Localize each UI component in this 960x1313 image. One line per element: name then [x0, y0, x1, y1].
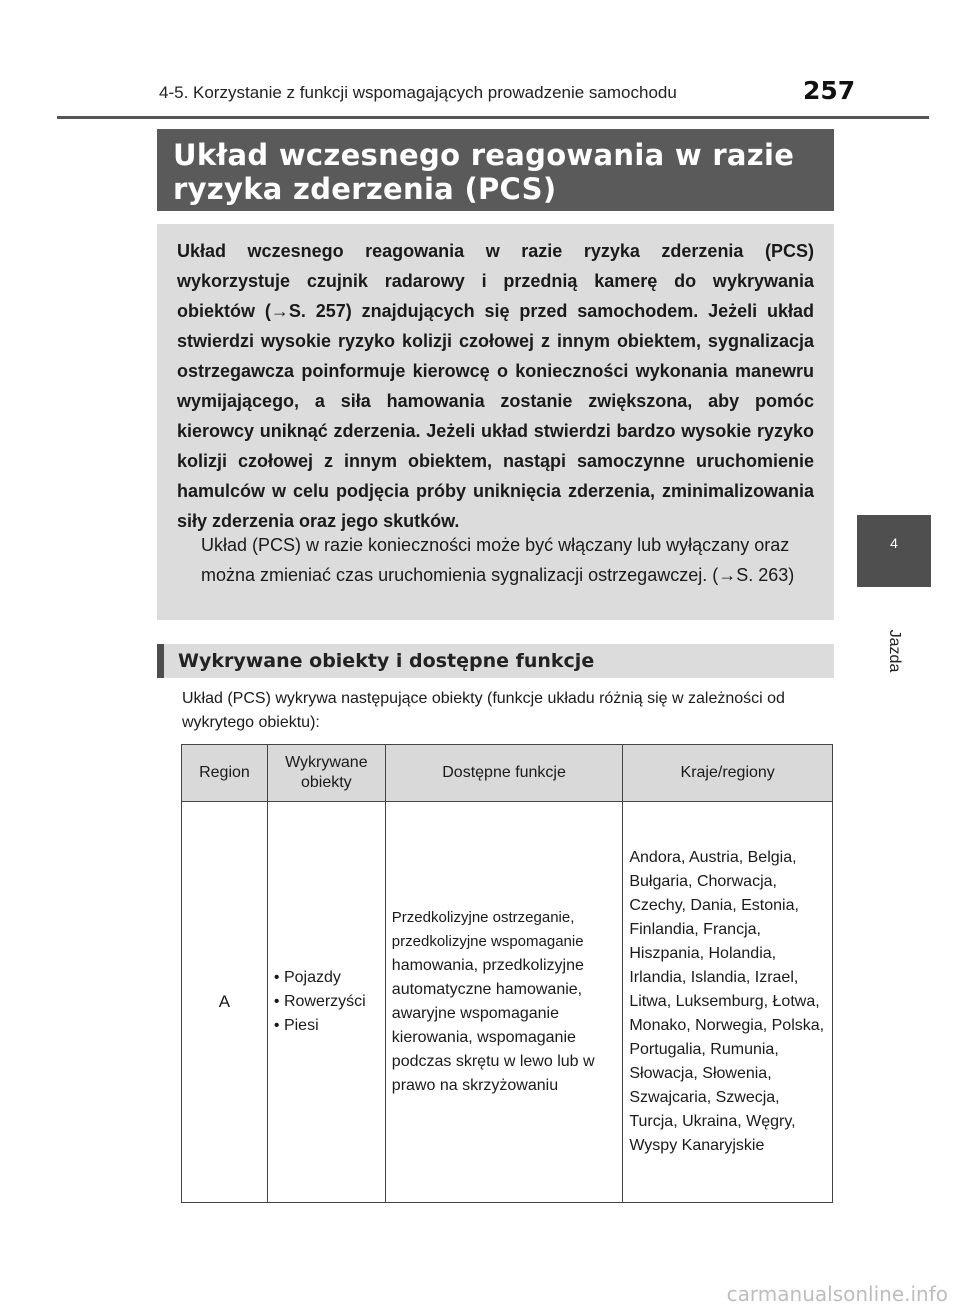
running-header: 4-5. Korzystanie z funkcji wspomagających prowadzenie samochodu: [159, 83, 677, 102]
list-item: • Piesi: [273, 1017, 319, 1034]
cell-functions: [385, 802, 623, 1203]
subsection-title: Wykrywane obiekty i dostępne funkcje: [178, 650, 595, 672]
chapter-label: Jazda: [886, 629, 903, 673]
intro-note: Układ (PCS) w razie konieczności może być włączany lub wyłączany oraz można zmieniać czas uruchomienia sygnalizacji ostrzegawczej. (→S. 263): [201, 535, 795, 585]
list-item: • Pojazdy: [273, 969, 341, 986]
subsection-bar: [157, 644, 834, 678]
chapter-tab[interactable]: [857, 515, 931, 587]
watermark: carmanualsonline.info: [726, 1282, 948, 1306]
list-item: • Rowerzyści: [273, 993, 366, 1010]
section-title: Układ wczesnego reagowania w razie ryzyka zderzenia (PCS): [173, 138, 795, 206]
cell-countries: Andora, Austria, Belgia, Bułgaria, Chorwacja, Czechy, Dania, Estonia, Finlandia, Francja, Hiszpania, Holandia, Irlandia, Islandia, Izrael, Litwa, Luksemburg, Łotwa, Monako, Norwegia, Polska, Portugalia, Rumunia, Słowacja, Słowenia, Szwajcaria, Szwecja, Turcja, Ukraina, Węgry, Wyspy Kanaryjskie: [623, 802, 833, 1203]
header-region: Region: [182, 745, 268, 802]
header-objects: Wykrywane obiekty: [267, 745, 385, 802]
chapter-number: 4: [890, 535, 898, 551]
cell-objects: [267, 802, 385, 1203]
detected-objects-table: [181, 744, 833, 1203]
section-title-box: [157, 129, 834, 211]
functions-rest: hamowania, przedkolizyjne automatyczne hamowanie, awaryjne wspomaganie kierowania, wspomaganie podczas skrętu w lewo lub w prawo na skrzyżowaniu: [391, 957, 595, 1094]
header-countries: Kraje/regiony: [623, 745, 833, 802]
chapter-label-wrap: [882, 606, 906, 696]
intro-paragraph: Układ wczesnego reagowania w razie ryzyka zderzenia (PCS) wykorzystuje czujnik radarowy i przednią kamerę do wykrywania obiektów (→S. 257) znajdujących się przed samochodem. Jeżeli układ stwierdzi wysokie ryzyko kolizji czołowej z innym obiektem, sygnalizacja ostrzegawcza poinformuje kierowcę o konieczności wykonania manewru wymijającego, a siła hamowania zostanie zwiększona, aby pomóc kierowcy uniknąć zderzenia. Jeżeli układ stwierdzi bardzo wysokie ryzyko kolizji czołowej z innym obiektem, nastąpi samoczynne uruchomienie hamulców w celu podjęcia próby uniknięcia zderzenia, zminimalizowania siły zderzenia oraz jego skutków.: [177, 241, 814, 531]
functions-lead: Przedkolizyjne ostrzeganie, przedkolizyjne wspomaganie: [391, 909, 584, 950]
page-number: 257: [803, 76, 856, 105]
cell-region: A: [182, 802, 268, 1203]
objects-list: [274, 966, 379, 1038]
header-rule: [57, 116, 929, 119]
table-header-row: [182, 745, 833, 802]
header-functions: Dostępne funkcje: [385, 745, 623, 802]
intro-box: [157, 224, 834, 620]
subsection-paragraph: Układ (PCS) wykrywa następujące obiekty (funkcje układu różnią się w zależności od wykrytego obiektu):: [182, 690, 785, 731]
table-row: [182, 802, 833, 1203]
